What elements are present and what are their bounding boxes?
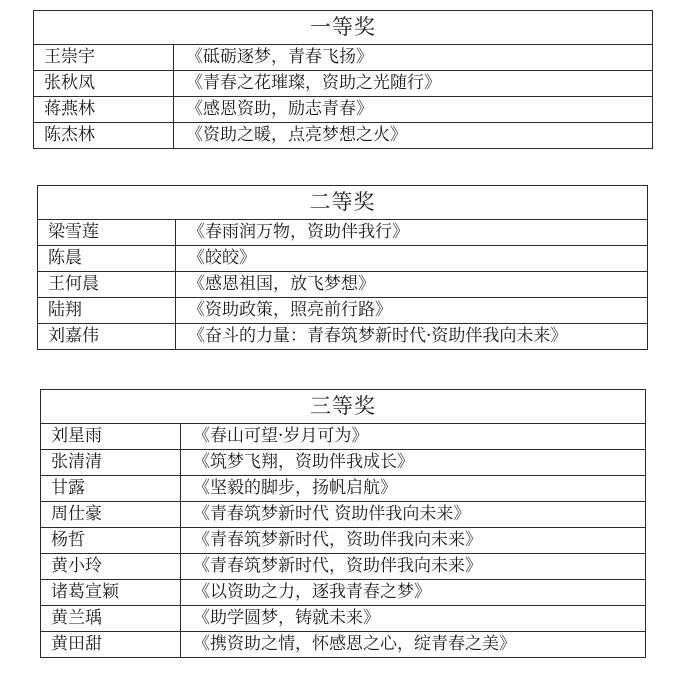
- table-row: [38, 298, 648, 324]
- table-row: [34, 71, 653, 97]
- work-title: 《皎皎》: [176, 246, 648, 272]
- winner-name: 甘露: [41, 476, 181, 502]
- third-prize-table: [40, 389, 646, 658]
- table-row: [41, 528, 646, 554]
- table-row: [34, 45, 653, 71]
- table-row: [41, 450, 646, 476]
- table-row: [34, 97, 653, 123]
- winner-name: 黄兰瑀: [41, 606, 181, 632]
- winner-name: 梁雪莲: [38, 220, 176, 246]
- table-row: [41, 424, 646, 450]
- work-title: 《青春筑梦新时代 资助伴我向未来》: [181, 502, 646, 528]
- first-prize-title: 一等奖: [34, 11, 653, 45]
- third-prize-title: 三等奖: [41, 390, 646, 424]
- work-title: 《青春筑梦新时代，资助伴我向未来》: [181, 528, 646, 554]
- winner-name: 王何晨: [38, 272, 176, 298]
- work-title: 《筑梦飞翔，资助伴我成长》: [181, 450, 646, 476]
- work-title: 《青春之花璀璨，资助之光随行》: [174, 71, 653, 97]
- work-title: 《坚毅的脚步，扬帆启航》: [181, 476, 646, 502]
- winner-name: 王崇宇: [34, 45, 174, 71]
- work-title: 《奋斗的力量：青春筑梦新时代·资助伴我向未来》: [176, 324, 648, 350]
- table-row: [41, 606, 646, 632]
- work-title: 《青春筑梦新时代，资助伴我向未来》: [181, 554, 646, 580]
- winner-name: 陈晨: [38, 246, 176, 272]
- work-title: 《砥砺逐梦，青春飞扬》: [174, 45, 653, 71]
- second-prize-table: [37, 185, 648, 350]
- winner-name: 黄田甜: [41, 632, 181, 658]
- winner-name: 刘嘉伟: [38, 324, 176, 350]
- table-row: [38, 272, 648, 298]
- winner-name: 刘星雨: [41, 424, 181, 450]
- table-row: [41, 502, 646, 528]
- table-title-row: [34, 11, 653, 45]
- winner-name: 蒋燕林: [34, 97, 174, 123]
- table-row: [41, 580, 646, 606]
- table-row: [38, 324, 648, 350]
- work-title: 《助学圆梦，铸就未来》: [181, 606, 646, 632]
- work-title: 《感恩祖国，放飞梦想》: [176, 272, 648, 298]
- table-title-row: [41, 390, 646, 424]
- winner-name: 陈杰林: [34, 123, 174, 149]
- winner-name: 陆翔: [38, 298, 176, 324]
- table-row: [34, 123, 653, 149]
- work-title: 《资助之暖，点亮梦想之火》: [174, 123, 653, 149]
- second-prize-title: 二等奖: [38, 186, 648, 220]
- winner-name: 周仕豪: [41, 502, 181, 528]
- first-prize-table: [33, 10, 653, 149]
- table-row: [41, 632, 646, 658]
- work-title: 《春雨润万物，资助伴我行》: [176, 220, 648, 246]
- table-row: [41, 554, 646, 580]
- table-title-row: [38, 186, 648, 220]
- winner-name: 杨哲: [41, 528, 181, 554]
- winner-name: 诸葛宣颖: [41, 580, 181, 606]
- work-title: 《感恩资助，励志青春》: [174, 97, 653, 123]
- work-title: 《资助政策，照亮前行路》: [176, 298, 648, 324]
- table-row: [38, 220, 648, 246]
- winner-name: 张清清: [41, 450, 181, 476]
- work-title: 《携资助之情，怀感恩之心，绽青春之美》: [181, 632, 646, 658]
- winner-name: 黄小玲: [41, 554, 181, 580]
- work-title: 《以资助之力，逐我青春之梦》: [181, 580, 646, 606]
- winner-name: 张秋凤: [34, 71, 174, 97]
- table-row: [38, 246, 648, 272]
- table-row: [41, 476, 646, 502]
- work-title: 《春山可望·岁月可为》: [181, 424, 646, 450]
